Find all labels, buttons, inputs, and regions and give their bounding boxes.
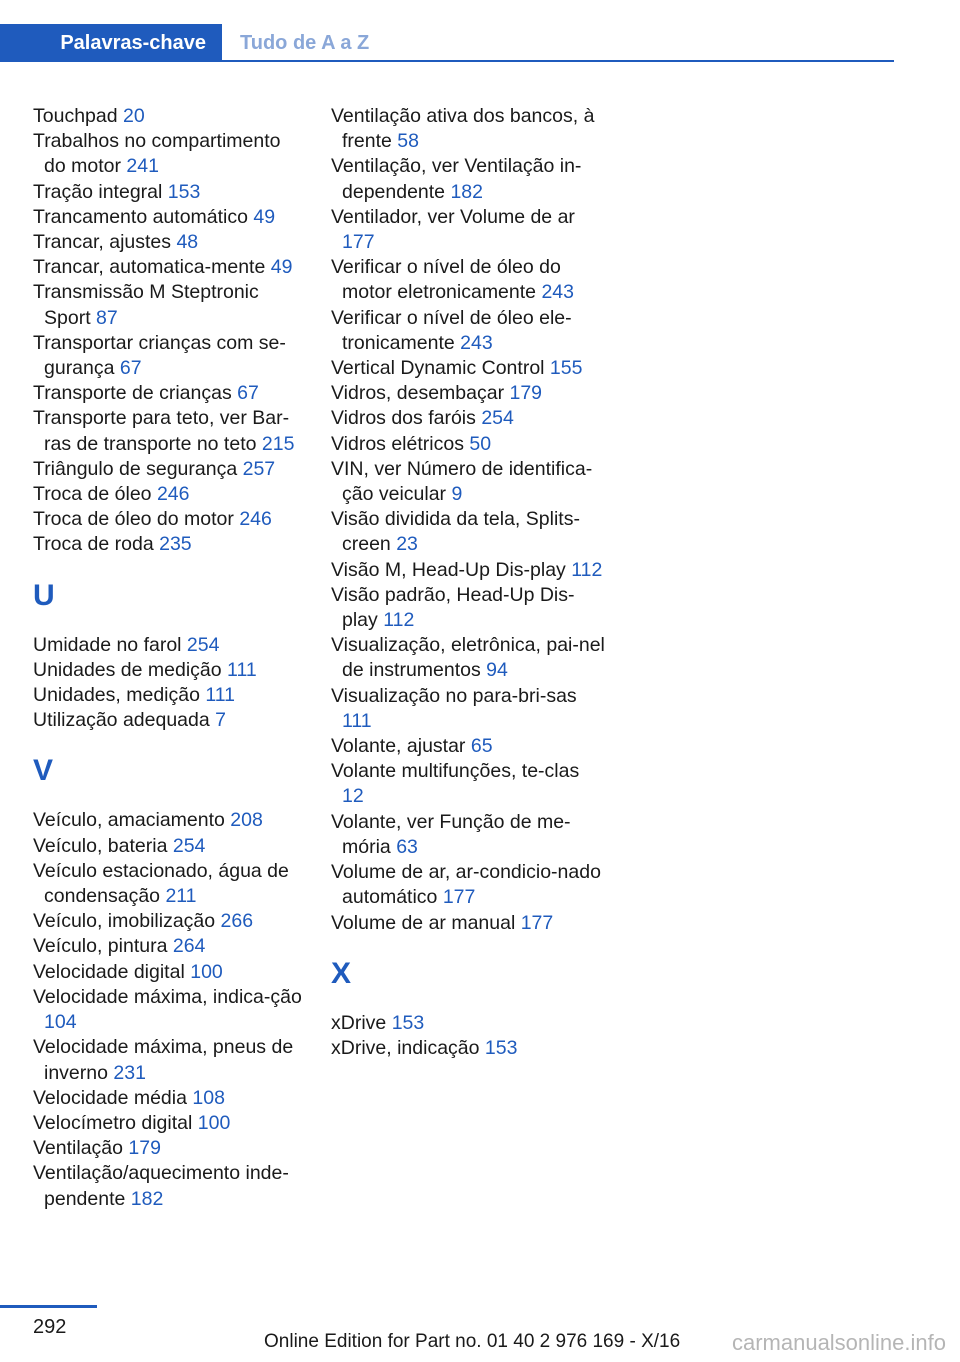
index-entry-text: Visão dividida da tela, Splits-creen	[331, 508, 580, 556]
page-reference-link[interactable]: 241	[126, 155, 159, 178]
page-reference-link[interactable]: 94	[486, 659, 508, 682]
page-reference-link[interactable]: 208	[230, 809, 263, 832]
index-entry-text: Veículo, bateria	[33, 834, 168, 857]
tab-tudo-de-a-a-z[interactable]: Tudo de A a Z	[240, 32, 370, 54]
index-entry-text: Veículo, pintura	[33, 935, 168, 958]
index-entry	[331, 1036, 606, 1061]
index-entry-text: Ventilação, ver Ventilação in-dependente	[331, 155, 582, 203]
page-reference-link[interactable]: 153	[167, 180, 201, 203]
index-entry	[33, 708, 303, 733]
index-entry	[33, 834, 303, 859]
index-column-right	[331, 104, 606, 1061]
index-entry-text: xDrive, indicação	[331, 1036, 480, 1059]
index-entry-text: Volume de ar manual	[331, 911, 516, 934]
index-entry-text: Troca de óleo	[33, 483, 152, 506]
page-reference-link[interactable]: 104	[44, 1011, 77, 1034]
page-reference-link[interactable]: 254	[481, 407, 514, 430]
index-entry-text: Touchpad	[33, 105, 118, 127]
page-reference-link[interactable]: 215	[261, 432, 295, 455]
index-entry	[33, 230, 303, 255]
index-entry	[331, 432, 606, 457]
index-entry	[331, 860, 606, 910]
index-entry-text: Velocidade máxima, pneus de inverno	[33, 1036, 294, 1084]
section-letter: X	[331, 956, 352, 990]
index-entry-text: Visualização, eletrônica, pai-nel de instrumentos	[331, 634, 605, 682]
page-reference-link[interactable]: 12	[342, 785, 364, 808]
index-entry-text: Unidades, medição	[33, 684, 200, 707]
index-entry-text: Volante, ajustar	[331, 735, 466, 758]
page-reference-link[interactable]: 58	[397, 130, 419, 153]
page-reference-link[interactable]: 111	[205, 684, 235, 707]
index-entry-text: Veículo, imobilização	[33, 910, 216, 933]
page-reference-link[interactable]: 257	[242, 457, 276, 480]
page-reference-link[interactable]: 48	[176, 231, 199, 254]
index-entry	[33, 909, 303, 934]
index-entry	[331, 759, 606, 809]
index-entry	[33, 859, 303, 909]
index-entry	[33, 381, 303, 406]
section-letter: U	[33, 578, 55, 612]
page-reference-link[interactable]: 246	[239, 508, 272, 531]
index-entry-text: Verificar o nível de óleo do motor eletronicamente	[331, 256, 561, 304]
index-entry	[33, 507, 303, 532]
index-entry	[33, 1161, 303, 1211]
index-entry	[33, 1035, 303, 1085]
page-reference-link[interactable]: 177	[442, 886, 476, 909]
page-reference-link[interactable]: 177	[520, 911, 554, 934]
index-entry-text: Triângulo de segurança	[33, 457, 238, 480]
page-reference-link[interactable]: 153	[391, 1011, 425, 1034]
index-entry	[33, 633, 303, 658]
index-entry-text: Vidros dos faróis	[331, 407, 476, 430]
index-entry	[33, 406, 303, 456]
index-entry	[331, 104, 606, 154]
page-reference-link[interactable]: 100	[197, 1111, 231, 1134]
index-entry-text: VIN, ver Número de identifica-ção veicular	[331, 457, 593, 506]
index-entry	[331, 911, 606, 936]
index-entry	[33, 683, 303, 708]
index-entry-text: Ventilação ativa dos bancos, à frente	[331, 105, 595, 153]
index-entry-text: Transmissão M Steptronic Sport	[33, 281, 259, 329]
index-entry	[331, 633, 606, 683]
index-entry	[33, 180, 303, 205]
index-entry	[33, 1111, 303, 1136]
index-entry-text: Veículo, amaciamento	[33, 809, 225, 832]
index-entry	[33, 960, 303, 985]
index-entry	[33, 808, 303, 833]
page-reference-link[interactable]: 182	[450, 180, 483, 203]
page-reference-link[interactable]: 49	[270, 256, 293, 279]
page-reference-link[interactable]: 49	[253, 205, 276, 228]
index-entry-text: Utilização adequada	[33, 709, 210, 732]
page-reference-link[interactable]: 111	[342, 709, 372, 732]
page-reference-link[interactable]: 100	[190, 960, 223, 983]
section-letter: V	[33, 754, 54, 788]
index-entry-text: Vertical Dynamic Control	[331, 357, 545, 380]
page-reference-link[interactable]: 254	[172, 834, 206, 857]
page-reference-link[interactable]: 179	[509, 382, 543, 405]
index-entry	[33, 104, 303, 129]
index-entry-text: Ventilação	[33, 1137, 123, 1160]
index-entry	[33, 205, 303, 230]
page-reference-link[interactable]: 153	[484, 1036, 518, 1059]
index-entry-text: Velocidade máxima, indica-ção	[33, 985, 302, 1008]
page-reference-link[interactable]: 254	[186, 633, 220, 656]
index-entry-text: Visualização no para-bri-sas	[331, 684, 577, 707]
index-entry	[331, 734, 606, 759]
index-entry-text: Velocímetro digital	[33, 1111, 193, 1134]
index-entry-text: Unidades de medição	[33, 658, 222, 681]
index-entry	[331, 558, 606, 583]
index-entry	[33, 532, 303, 557]
page-reference-link[interactable]: 235	[159, 533, 192, 556]
index-entry-text: Trancamento automático	[33, 205, 248, 228]
index-entry-text: Volante, ver Função de me-mória	[331, 810, 571, 858]
edition-footer: Online Edition for Part no. 01 40 2 976 169 - X/16	[264, 1331, 681, 1352]
header-bar	[0, 0, 894, 62]
page-reference-link[interactable]: 179	[128, 1137, 161, 1160]
index-entry	[331, 154, 606, 204]
index-entry-text: Tração integral	[33, 180, 163, 203]
index-entry-text: Vidros elétricos	[331, 432, 464, 455]
index-entry	[331, 255, 606, 305]
index-entry-text: Visão padrão, Head-Up Dis-play	[331, 583, 575, 632]
index-entry-text: Trancar, automatica-mente	[33, 256, 266, 279]
index-entry	[33, 985, 303, 1035]
index-entry	[33, 1086, 303, 1111]
page-reference-link[interactable]: 9	[451, 483, 463, 506]
index-entry	[331, 381, 606, 406]
tab-palavras-chave[interactable]: Palavras-chave	[0, 24, 222, 62]
index-entry	[33, 255, 303, 280]
page-reference-link[interactable]: 7	[215, 709, 226, 732]
page-reference-link[interactable]: 243	[541, 281, 574, 304]
index-entry	[331, 684, 606, 734]
index-entry	[33, 482, 303, 507]
page-reference-link[interactable]: 63	[396, 835, 418, 858]
index-entry-text: Volante multifunções, te-clas	[331, 760, 580, 783]
index-entry-text: xDrive	[331, 1011, 387, 1034]
page-reference-link[interactable]: 266	[220, 910, 254, 933]
index-entry	[33, 280, 303, 330]
index-entry-text: Trabalhos no compartimento do motor	[33, 130, 281, 178]
index-entry	[331, 507, 606, 557]
watermark: carmanualsonline.info	[731, 1330, 946, 1355]
index-entry-text: Velocidade digital	[33, 960, 185, 983]
index-entry-text: Visão M, Head-Up Dis-play	[331, 558, 566, 581]
page-reference-link[interactable]: 67	[237, 382, 259, 405]
index-entry-text: Transportar crianças com se-gurança	[33, 331, 286, 380]
page-number: 292	[33, 1316, 67, 1338]
index-entry	[33, 1136, 303, 1161]
page-reference-link[interactable]: 182	[130, 1187, 164, 1210]
page-reference-link[interactable]: 67	[119, 357, 142, 380]
page-reference-link[interactable]: 177	[342, 231, 375, 254]
page-reference-link[interactable]: 23	[396, 533, 418, 556]
index-entry-text: Transporte para teto, ver Bar-ras de transporte no teto	[33, 407, 290, 455]
index-entry	[331, 457, 606, 507]
index-entry-text: Troca de óleo do motor	[33, 508, 234, 531]
index-entry-text: Velocidade média	[33, 1086, 187, 1109]
page-reference-link[interactable]: 231	[113, 1061, 146, 1084]
index-entry	[33, 331, 303, 381]
index-entry-text: Volume de ar, ar-condicio-nado automático	[331, 861, 601, 909]
index-entry	[331, 406, 606, 431]
index-entry	[331, 306, 606, 356]
index-entry-text: Verificar o nível de óleo ele-tronicamente	[331, 306, 572, 354]
index-entry	[33, 457, 303, 482]
page-reference-link[interactable]: 211	[165, 885, 197, 908]
page-reference-link[interactable]: 65	[470, 735, 493, 758]
index-entry-text: Ventilador, ver Volume de ar	[331, 205, 575, 228]
page-reference-link[interactable]: 112	[383, 609, 415, 632]
page-reference-link[interactable]: 108	[192, 1086, 225, 1109]
index-entry-text: Umidade no farol	[33, 633, 182, 656]
index-entry-text: Vidros, desembaçar	[331, 382, 505, 405]
index-entry	[331, 583, 606, 633]
index-column-left	[33, 104, 303, 1212]
index-entry-text: Ventilação/aquecimento inde-pendente	[33, 1162, 289, 1210]
page-reference-link[interactable]: 111	[227, 658, 257, 681]
page-reference-link[interactable]: 243	[460, 331, 493, 354]
page-reference-link[interactable]: 20	[123, 105, 145, 127]
index-entry	[331, 356, 606, 381]
index-entry-text: Trancar, ajustes	[33, 231, 172, 254]
page-reference-link[interactable]: 155	[549, 357, 583, 380]
index-entry	[331, 205, 606, 255]
page-reference-link[interactable]: 264	[172, 935, 206, 958]
index-entry	[33, 658, 303, 683]
index-entry	[33, 934, 303, 959]
page-reference-link[interactable]: 112	[571, 558, 603, 581]
index-entry-text: Veículo estacionado, água de condensação	[33, 859, 289, 908]
index-entry-text: Transporte de crianças	[33, 382, 232, 405]
page-number-rule	[0, 1305, 97, 1308]
index-entry	[331, 810, 606, 860]
index-entry	[33, 129, 303, 179]
index-entry	[331, 1011, 606, 1036]
page-reference-link[interactable]: 50	[469, 432, 492, 455]
index-entry-text: Troca de roda	[33, 533, 154, 556]
page-reference-link[interactable]: 246	[156, 483, 190, 506]
page-reference-link[interactable]: 87	[96, 306, 118, 329]
